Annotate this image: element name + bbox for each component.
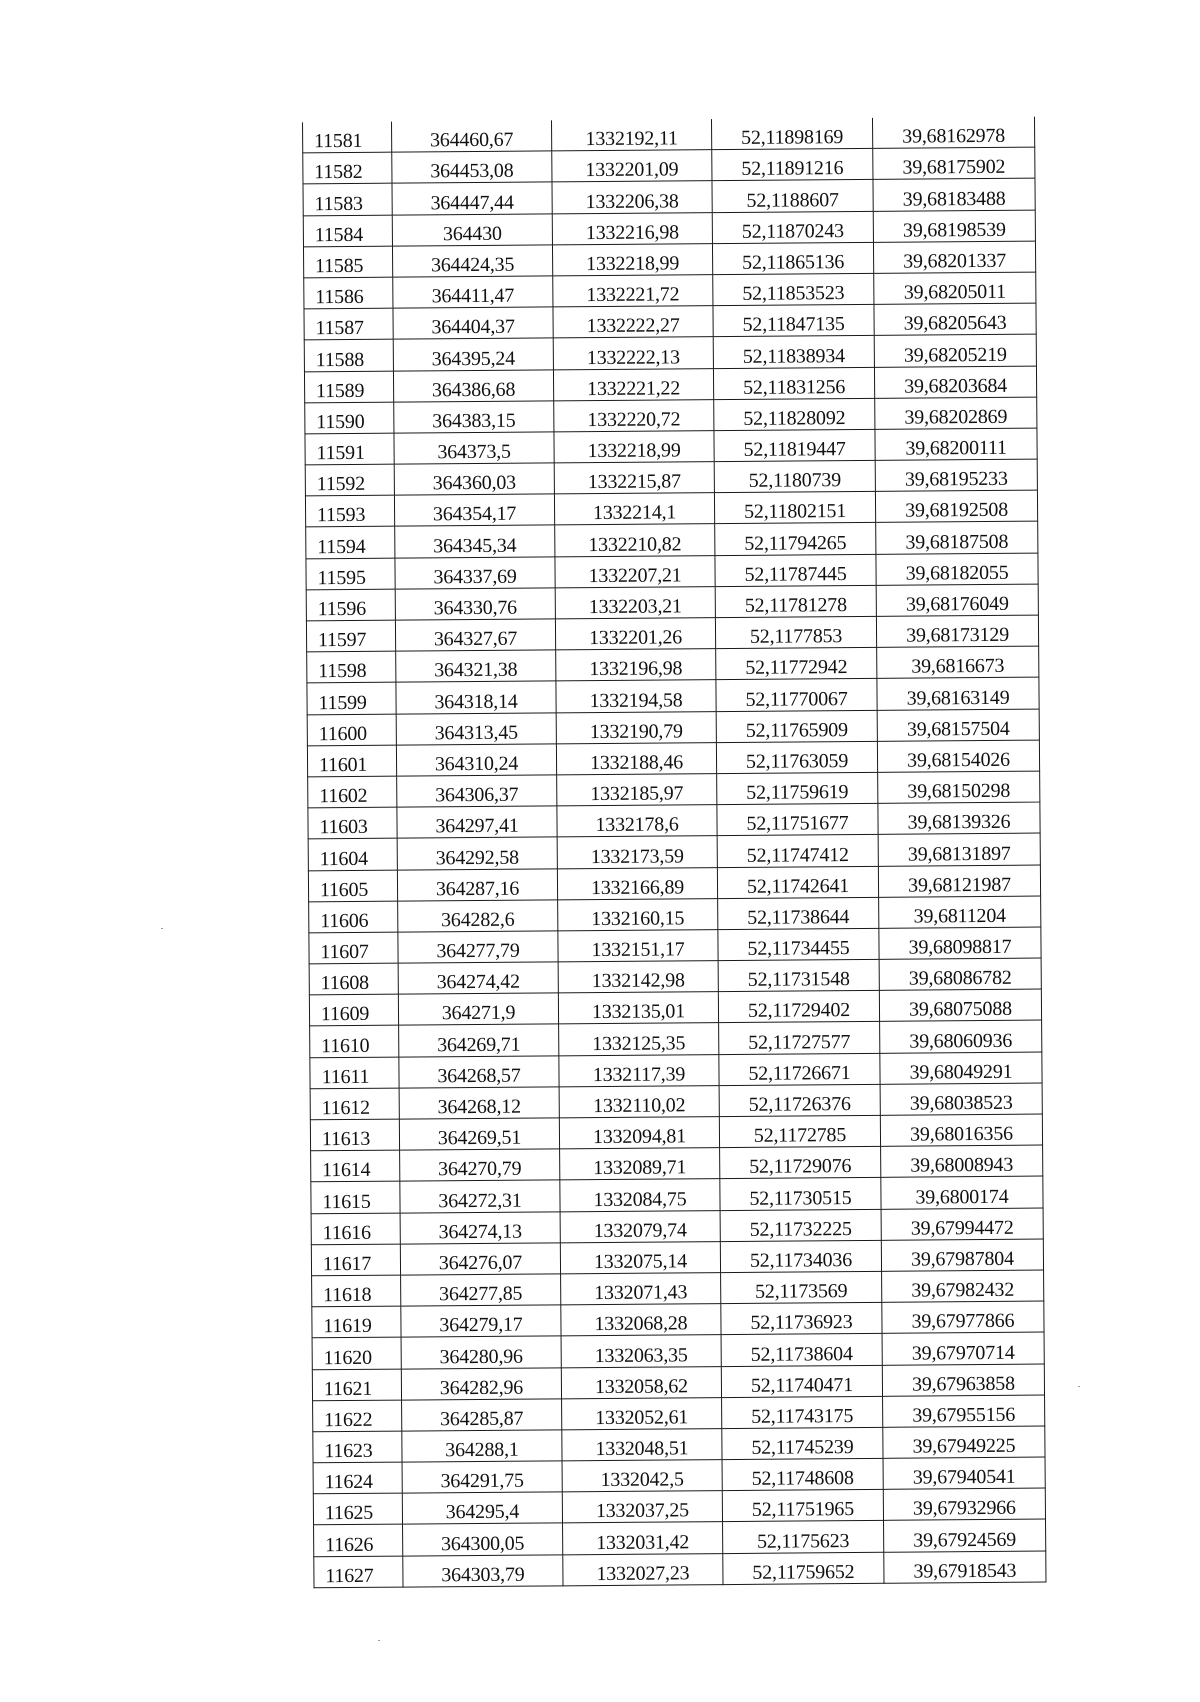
y-coordinate-cell: 1332094,81 — [559, 1117, 719, 1149]
latitude-cell: 52,11743175 — [722, 1396, 883, 1428]
table-row — [311, 1208, 1043, 1245]
point-number-cell: 11584 — [303, 215, 392, 247]
table-row — [306, 522, 1038, 559]
y-coordinate-cell: 1332151,17 — [558, 929, 718, 961]
point-number-cell: 11616 — [311, 1213, 400, 1245]
latitude-cell: 52,11742641 — [717, 866, 878, 898]
x-coordinate-cell: 364285,87 — [402, 1399, 562, 1431]
x-coordinate-cell: 364383,15 — [394, 401, 554, 433]
x-coordinate-cell: 364271,9 — [398, 993, 558, 1025]
y-coordinate-cell: 1332075,14 — [560, 1241, 720, 1273]
x-coordinate-cell: 364373,5 — [394, 432, 554, 464]
point-number-cell: 11603 — [308, 807, 397, 839]
y-coordinate-cell: 1332216,98 — [552, 212, 712, 244]
table-row — [310, 1020, 1042, 1057]
point-number-cell: 11605 — [308, 870, 397, 902]
table-row — [305, 397, 1037, 434]
y-coordinate-cell: 1332215,87 — [554, 462, 714, 494]
latitude-cell: 52,1177853 — [715, 616, 876, 648]
latitude-cell: 52,1172785 — [719, 1115, 880, 1147]
x-coordinate-cell: 364330,76 — [395, 588, 555, 620]
table-row — [303, 178, 1035, 215]
latitude-cell: 52,11828092 — [714, 398, 875, 430]
table-row — [308, 802, 1040, 839]
latitude-cell: 52,11751677 — [717, 803, 878, 835]
x-coordinate-cell: 364269,71 — [399, 1024, 559, 1056]
longitude-cell: 39,67924569 — [884, 1519, 1046, 1551]
latitude-cell: 52,11740471 — [721, 1365, 882, 1397]
x-coordinate-cell: 364282,6 — [398, 900, 558, 932]
longitude-cell: 39,68182055 — [876, 553, 1038, 585]
longitude-cell: 39,68175902 — [873, 147, 1035, 179]
latitude-cell: 52,11726671 — [719, 1053, 880, 1085]
coordinates-table-body — [303, 117, 1046, 1588]
latitude-cell: 52,11747412 — [717, 835, 878, 867]
y-coordinate-cell: 1332221,22 — [553, 368, 713, 400]
x-coordinate-cell: 364292,58 — [397, 837, 557, 869]
latitude-cell: 52,11729402 — [718, 991, 879, 1023]
point-number-cell: 11596 — [306, 589, 395, 621]
point-number-cell: 11589 — [304, 371, 393, 403]
longitude-cell: 39,68121987 — [878, 865, 1040, 897]
point-number-cell: 11595 — [306, 558, 395, 590]
longitude-cell: 39,67918543 — [884, 1551, 1046, 1583]
point-number-cell: 11626 — [314, 1525, 403, 1557]
point-number-cell: 11583 — [303, 184, 392, 216]
longitude-cell: 39,68173129 — [876, 615, 1038, 647]
x-coordinate-cell: 364277,79 — [398, 931, 558, 963]
latitude-cell: 52,11731548 — [718, 959, 879, 991]
y-coordinate-cell: 1332042,5 — [562, 1460, 722, 1492]
latitude-cell: 52,11738644 — [718, 897, 879, 929]
point-number-cell: 11620 — [312, 1337, 401, 1369]
y-coordinate-cell: 1332166,89 — [557, 867, 717, 899]
y-coordinate-cell: 1332160,15 — [558, 898, 718, 930]
table-row — [303, 210, 1035, 247]
latitude-cell: 52,1180739 — [714, 460, 875, 492]
longitude-cell: 39,6816673 — [877, 646, 1039, 678]
y-coordinate-cell: 1332185,97 — [557, 774, 717, 806]
x-coordinate-cell: 364321,38 — [396, 650, 556, 682]
table-row — [313, 1488, 1045, 1525]
longitude-cell: 39,68086782 — [879, 958, 1041, 990]
table-row — [303, 147, 1035, 184]
latitude-cell: 52,11787445 — [715, 554, 876, 586]
table-row — [303, 241, 1035, 278]
table-row — [306, 584, 1038, 621]
table-row — [305, 459, 1037, 496]
table-row — [310, 1114, 1042, 1151]
latitude-cell: 52,11865136 — [712, 242, 873, 274]
table-row — [311, 1239, 1043, 1276]
point-number-cell: 11613 — [310, 1119, 399, 1151]
longitude-cell: 39,67982432 — [882, 1270, 1044, 1302]
x-coordinate-cell: 364272,31 — [400, 1180, 560, 1212]
table-row — [304, 334, 1036, 371]
y-coordinate-cell: 1332031,42 — [563, 1522, 723, 1554]
latitude-cell: 52,1173569 — [721, 1271, 882, 1303]
table-row — [309, 958, 1041, 995]
table-row — [307, 646, 1039, 683]
y-coordinate-cell: 1332188,46 — [556, 742, 716, 774]
y-coordinate-cell: 1332214,1 — [554, 493, 714, 525]
scan-speck — [1078, 1386, 1080, 1387]
x-coordinate-cell: 364318,14 — [396, 681, 556, 713]
point-number-cell: 11594 — [306, 527, 395, 559]
y-coordinate-cell: 1332173,59 — [557, 836, 717, 868]
point-number-cell: 11621 — [312, 1369, 401, 1401]
point-number-cell: 11612 — [310, 1088, 399, 1120]
longitude-cell: 39,67987804 — [881, 1239, 1043, 1271]
longitude-cell: 39,68205643 — [874, 303, 1036, 335]
y-coordinate-cell: 1332221,72 — [553, 275, 713, 307]
x-coordinate-cell: 364395,24 — [393, 338, 553, 370]
y-coordinate-cell: 1332142,98 — [558, 961, 718, 993]
y-coordinate-cell: 1332190,79 — [556, 711, 716, 743]
point-number-cell: 11618 — [312, 1275, 401, 1307]
point-number-cell: 11593 — [305, 495, 394, 527]
longitude-cell: 39,6811204 — [879, 896, 1041, 928]
latitude-cell: 52,11870243 — [712, 211, 873, 243]
point-number-cell: 11627 — [314, 1556, 403, 1588]
latitude-cell: 52,11732225 — [720, 1209, 881, 1241]
point-number-cell: 11611 — [310, 1057, 399, 1089]
latitude-cell: 52,11772942 — [716, 648, 877, 680]
point-number-cell: 11586 — [304, 277, 393, 309]
point-number-cell: 11617 — [311, 1244, 400, 1276]
latitude-cell: 52,11819447 — [714, 429, 875, 461]
x-coordinate-cell: 364270,79 — [400, 1149, 560, 1181]
coordinates-table — [302, 117, 1046, 1589]
x-coordinate-cell: 364300,05 — [403, 1523, 563, 1555]
x-coordinate-cell: 364411,47 — [393, 276, 553, 308]
point-number-cell: 11610 — [310, 1026, 399, 1058]
table-row — [314, 1551, 1046, 1588]
y-coordinate-cell: 1332079,74 — [560, 1210, 720, 1242]
y-coordinate-cell: 1332222,13 — [553, 337, 713, 369]
point-number-cell: 11592 — [305, 464, 394, 496]
point-number-cell: 11601 — [307, 745, 396, 777]
longitude-cell: 39,67963858 — [882, 1364, 1044, 1396]
y-coordinate-cell: 1332201,26 — [555, 618, 715, 650]
x-coordinate-cell: 364274,42 — [398, 962, 558, 994]
y-coordinate-cell: 1332117,39 — [559, 1054, 719, 1086]
longitude-cell: 39,68192508 — [875, 490, 1037, 522]
longitude-cell: 39,67955156 — [883, 1395, 1045, 1427]
point-number-cell: 11623 — [313, 1431, 402, 1463]
longitude-cell: 39,68075088 — [879, 989, 1041, 1021]
latitude-cell: 52,11736923 — [721, 1302, 882, 1334]
point-number-cell: 11588 — [304, 339, 393, 371]
x-coordinate-cell: 364280,96 — [401, 1336, 561, 1368]
table-row — [313, 1426, 1045, 1463]
point-number-cell: 11581 — [303, 122, 392, 153]
y-coordinate-cell: 1332058,62 — [561, 1366, 721, 1398]
latitude-cell: 52,11748608 — [722, 1458, 883, 1490]
longitude-cell: 39,68183488 — [873, 178, 1035, 210]
longitude-cell: 39,68139326 — [878, 802, 1040, 834]
longitude-cell: 39,68162978 — [872, 117, 1034, 149]
y-coordinate-cell: 1332110,02 — [559, 1085, 719, 1117]
x-coordinate-cell: 364279,17 — [401, 1305, 561, 1337]
scan-speck — [378, 1640, 380, 1641]
y-coordinate-cell: 1332135,01 — [558, 992, 718, 1024]
x-coordinate-cell: 364269,51 — [399, 1118, 559, 1150]
table-row — [304, 303, 1036, 340]
longitude-cell: 39,67994472 — [881, 1208, 1043, 1240]
point-number-cell: 11597 — [306, 620, 395, 652]
x-coordinate-cell: 364303,79 — [403, 1554, 563, 1586]
longitude-cell: 39,68200111 — [875, 428, 1037, 460]
longitude-cell: 39,68198539 — [873, 210, 1035, 242]
y-coordinate-cell: 1332052,61 — [562, 1397, 722, 1429]
y-coordinate-cell: 1332063,35 — [561, 1335, 721, 1367]
y-coordinate-cell: 1332084,75 — [560, 1179, 720, 1211]
longitude-cell: 39,68201337 — [873, 241, 1035, 273]
x-coordinate-cell: 364287,16 — [397, 868, 557, 900]
point-number-cell: 11614 — [311, 1150, 400, 1182]
y-coordinate-cell: 1332196,98 — [556, 649, 716, 681]
latitude-cell: 52,11781278 — [715, 585, 876, 617]
point-number-cell: 11591 — [305, 433, 394, 465]
longitude-cell: 39,67932966 — [883, 1488, 1045, 1520]
y-coordinate-cell: 1332218,99 — [554, 430, 714, 462]
y-coordinate-cell: 1332048,51 — [562, 1428, 722, 1460]
table-row — [312, 1364, 1044, 1401]
point-number-cell: 11600 — [307, 714, 396, 746]
y-coordinate-cell: 1332194,58 — [556, 680, 716, 712]
latitude-cell: 52,11734455 — [718, 928, 879, 960]
x-coordinate-cell: 364282,96 — [401, 1367, 561, 1399]
latitude-cell: 52,11729076 — [720, 1147, 881, 1179]
latitude-cell: 52,11853523 — [713, 273, 874, 305]
longitude-cell: 39,67940541 — [883, 1457, 1045, 1489]
y-coordinate-cell: 1332125,35 — [559, 1023, 719, 1055]
latitude-cell: 52,11794265 — [715, 523, 876, 555]
point-number-cell: 11598 — [307, 651, 396, 683]
x-coordinate-cell: 364268,12 — [399, 1087, 559, 1119]
point-number-cell: 11582 — [303, 152, 392, 184]
longitude-cell: 39,68205219 — [874, 334, 1036, 366]
y-coordinate-cell: 1332178,6 — [557, 805, 717, 837]
table-row — [304, 272, 1036, 309]
table-row — [303, 117, 1035, 153]
point-number-cell: 11624 — [313, 1462, 402, 1494]
table-row — [314, 1519, 1046, 1556]
latitude-cell: 52,11745239 — [722, 1427, 883, 1459]
point-number-cell: 11622 — [313, 1400, 402, 1432]
x-coordinate-cell: 364430 — [392, 213, 552, 245]
latitude-cell: 52,11730515 — [720, 1178, 881, 1210]
y-coordinate-cell: 1332027,23 — [563, 1553, 723, 1585]
point-number-cell: 11625 — [313, 1493, 402, 1525]
latitude-cell: 52,11898169 — [711, 118, 872, 150]
y-coordinate-cell: 1332203,21 — [555, 586, 715, 618]
table-row — [305, 428, 1037, 465]
x-coordinate-cell: 364288,1 — [402, 1430, 562, 1462]
table-row — [307, 740, 1039, 777]
latitude-cell: 52,11765909 — [716, 710, 877, 742]
x-coordinate-cell: 364345,34 — [395, 525, 555, 557]
longitude-cell: 39,68016356 — [880, 1114, 1042, 1146]
x-coordinate-cell: 364337,69 — [395, 556, 555, 588]
x-coordinate-cell: 364276,07 — [400, 1243, 560, 1275]
y-coordinate-cell: 1332201,09 — [552, 150, 712, 182]
table-row — [306, 615, 1038, 652]
longitude-cell: 39,68131897 — [878, 833, 1040, 865]
table-row — [307, 709, 1039, 746]
x-coordinate-cell: 364354,17 — [394, 494, 554, 526]
x-coordinate-cell: 364297,41 — [397, 806, 557, 838]
latitude-cell: 52,11759652 — [723, 1552, 884, 1584]
x-coordinate-cell: 364360,03 — [394, 463, 554, 495]
x-coordinate-cell: 364268,57 — [399, 1055, 559, 1087]
latitude-cell: 52,11763059 — [716, 741, 877, 773]
latitude-cell: 52,11838934 — [713, 336, 874, 368]
y-coordinate-cell: 1332206,38 — [552, 181, 712, 213]
y-coordinate-cell: 1332071,43 — [561, 1273, 721, 1305]
latitude-cell: 52,11770067 — [716, 679, 877, 711]
latitude-cell: 52,1175623 — [723, 1521, 884, 1553]
x-coordinate-cell: 364274,13 — [400, 1211, 560, 1243]
table-row — [312, 1332, 1044, 1369]
x-coordinate-cell: 364404,37 — [393, 307, 553, 339]
table-row — [308, 833, 1040, 870]
table-row — [313, 1457, 1045, 1494]
longitude-cell: 39,68176049 — [876, 584, 1038, 616]
point-number-cell: 11604 — [308, 838, 397, 870]
latitude-cell: 52,11738604 — [721, 1334, 882, 1366]
table-row — [305, 490, 1037, 527]
y-coordinate-cell: 1332068,28 — [561, 1304, 721, 1336]
point-number-cell: 11607 — [309, 932, 398, 964]
table-row — [309, 989, 1041, 1026]
longitude-cell: 39,68157504 — [877, 709, 1039, 741]
longitude-cell: 39,68163149 — [877, 677, 1039, 709]
longitude-cell: 39,68060936 — [880, 1020, 1042, 1052]
table-row — [309, 927, 1041, 964]
x-coordinate-cell: 364447,44 — [392, 182, 552, 214]
longitude-cell: 39,68049291 — [880, 1052, 1042, 1084]
x-coordinate-cell: 364386,68 — [393, 369, 553, 401]
x-coordinate-cell: 364327,67 — [395, 619, 555, 651]
point-number-cell: 11608 — [309, 963, 398, 995]
scan-speck — [161, 928, 163, 929]
x-coordinate-cell: 364295,4 — [402, 1492, 562, 1524]
y-coordinate-cell: 1332037,25 — [562, 1491, 722, 1523]
longitude-cell: 39,67970714 — [882, 1332, 1044, 1364]
latitude-cell: 52,11751965 — [722, 1490, 883, 1522]
table-row — [312, 1301, 1044, 1338]
longitude-cell: 39,68008943 — [881, 1145, 1043, 1177]
longitude-cell: 39,68203684 — [874, 366, 1036, 398]
longitude-cell: 39,67949225 — [883, 1426, 1045, 1458]
point-number-cell: 11585 — [303, 246, 392, 278]
y-coordinate-cell: 1332218,99 — [552, 243, 712, 275]
table-row — [313, 1395, 1045, 1432]
x-coordinate-cell: 364306,37 — [397, 775, 557, 807]
latitude-cell: 52,11727577 — [719, 1022, 880, 1054]
x-coordinate-cell: 364453,08 — [392, 151, 552, 183]
table-row — [311, 1176, 1043, 1213]
latitude-cell: 52,11802151 — [714, 492, 875, 524]
latitude-cell: 52,1188607 — [712, 180, 873, 212]
longitude-cell: 39,68187508 — [876, 522, 1038, 554]
x-coordinate-cell: 364277,85 — [401, 1274, 561, 1306]
longitude-cell: 39,68150298 — [878, 771, 1040, 803]
x-coordinate-cell: 364313,45 — [396, 712, 556, 744]
longitude-cell: 39,68202869 — [875, 397, 1037, 429]
latitude-cell: 52,11891216 — [712, 149, 873, 181]
longitude-cell: 39,68154026 — [877, 740, 1039, 772]
x-coordinate-cell: 364424,35 — [392, 245, 552, 277]
x-coordinate-cell: 364291,75 — [402, 1461, 562, 1493]
point-number-cell: 11619 — [312, 1306, 401, 1338]
longitude-cell: 39,6800174 — [881, 1176, 1043, 1208]
x-coordinate-cell: 364310,24 — [396, 744, 556, 776]
table-row — [306, 553, 1038, 590]
latitude-cell: 52,11759619 — [717, 772, 878, 804]
longitude-cell: 39,68205011 — [874, 272, 1036, 304]
point-number-cell: 11587 — [304, 308, 393, 340]
longitude-cell: 39,68195233 — [875, 459, 1037, 491]
table-row — [310, 1052, 1042, 1089]
y-coordinate-cell: 1332210,82 — [555, 524, 715, 556]
table-row — [308, 771, 1040, 808]
latitude-cell: 52,11726376 — [719, 1084, 880, 1116]
longitude-cell: 39,67977866 — [882, 1301, 1044, 1333]
point-number-cell: 11606 — [309, 901, 398, 933]
table-row — [312, 1270, 1044, 1307]
table-row — [304, 366, 1036, 403]
table-row — [311, 1145, 1043, 1182]
longitude-cell: 39,68038523 — [880, 1083, 1042, 1115]
y-coordinate-cell: 1332207,21 — [555, 555, 715, 587]
table-row — [308, 865, 1040, 902]
latitude-cell: 52,11847135 — [713, 304, 874, 336]
point-number-cell: 11590 — [305, 402, 394, 434]
y-coordinate-cell: 1332089,71 — [560, 1148, 720, 1180]
point-number-cell: 11609 — [309, 994, 398, 1026]
longitude-cell: 39,68098817 — [879, 927, 1041, 959]
point-number-cell: 11602 — [308, 776, 397, 808]
table-row — [309, 896, 1041, 933]
y-coordinate-cell: 1332220,72 — [554, 399, 714, 431]
point-number-cell: 11615 — [311, 1181, 400, 1213]
latitude-cell: 52,11734036 — [720, 1240, 881, 1272]
latitude-cell: 52,11831256 — [713, 367, 874, 399]
y-coordinate-cell: 1332222,27 — [553, 306, 713, 338]
y-coordinate-cell: 1332192,11 — [552, 119, 712, 151]
x-coordinate-cell: 364460,67 — [392, 120, 552, 152]
point-number-cell: 11599 — [307, 682, 396, 714]
table-row — [310, 1083, 1042, 1120]
table-row — [307, 677, 1039, 714]
